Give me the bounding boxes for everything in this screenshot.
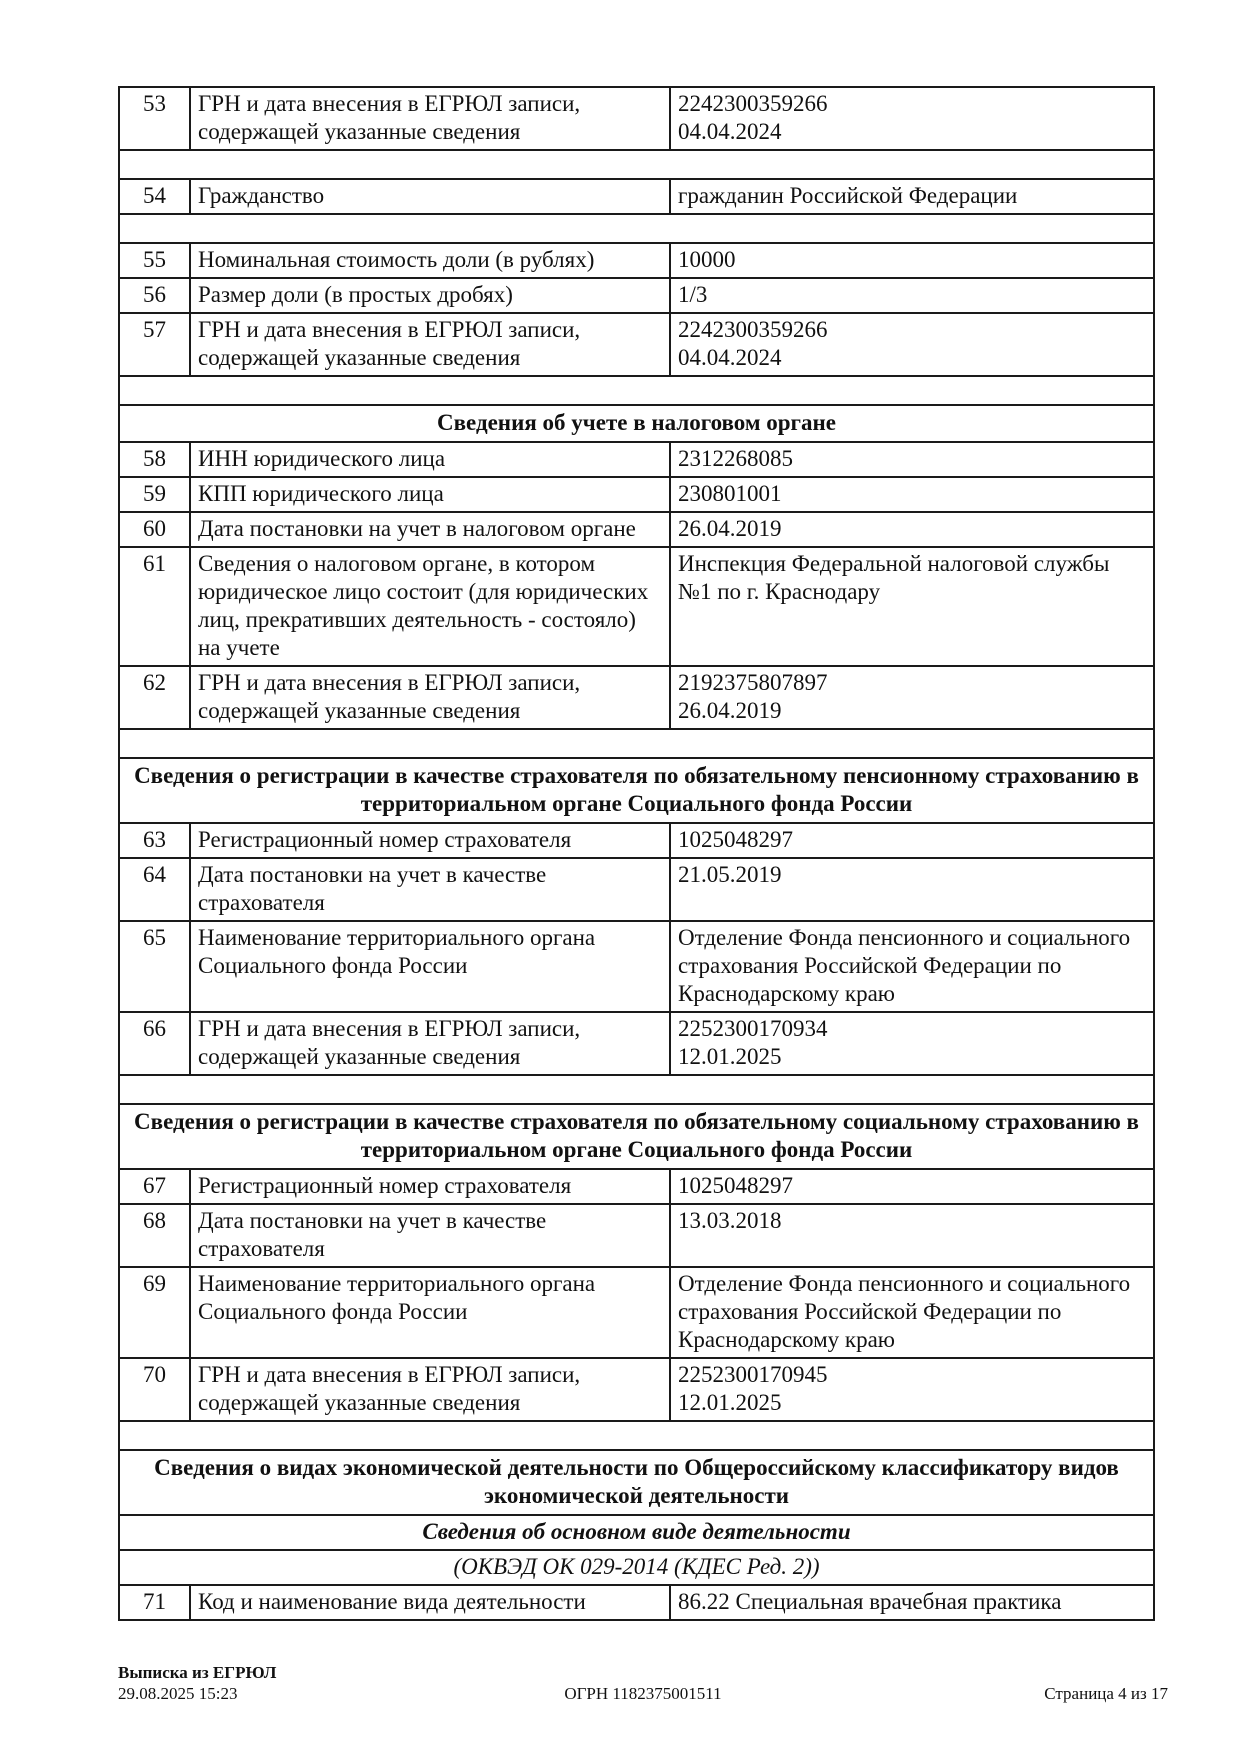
row-number: 56 [119, 278, 190, 313]
row-number: 53 [119, 87, 190, 150]
row-number: 62 [119, 666, 190, 729]
row-value [670, 1585, 1154, 1620]
section-header: Сведения о регистрации в качестве страхователя по обязательному пенсионному страхованию в территориальном органе Социального фонда России [119, 758, 1154, 823]
spacer-cell [119, 1421, 1154, 1450]
row-label: ГРН и дата внесения в ЕГРЮЛ записи, содержащей указанные сведения [190, 1012, 670, 1075]
spacer-cell [119, 1075, 1154, 1104]
row-label: Регистрационный номер страхователя [190, 823, 670, 858]
row-label: ИНН юридического лица [190, 442, 670, 477]
row-label: Регистрационный номер страхователя [190, 1169, 670, 1204]
row-label: Размер доли (в простых дробях) [190, 278, 670, 313]
row-number: 63 [119, 823, 190, 858]
table-row [119, 858, 1154, 921]
table-row [119, 278, 1154, 313]
value-line: 2252300170934 [678, 1016, 828, 1041]
value-line: 26.04.2019 [678, 516, 782, 541]
value-line: 1/3 [678, 282, 708, 307]
row-value [670, 243, 1154, 278]
value-line: Инспекция Федеральной налоговой службы №1 по г. Краснодару [678, 551, 1110, 604]
row-number: 70 [119, 1358, 190, 1421]
row-number: 69 [119, 1267, 190, 1358]
spacer-cell [119, 729, 1154, 758]
value-line: 04.04.2024 [678, 119, 782, 144]
row-label: Дата постановки на учет в качестве страхователя [190, 858, 670, 921]
table-row [119, 512, 1154, 547]
table-row [119, 477, 1154, 512]
row-value [670, 921, 1154, 1012]
row-label: КПП юридического лица [190, 477, 670, 512]
row-value [670, 179, 1154, 214]
table-row [119, 243, 1154, 278]
row-label: Наименование территориального органа Социального фонда России [190, 1267, 670, 1358]
table-row [119, 1169, 1154, 1204]
row-number: 57 [119, 313, 190, 376]
section-header-row [119, 1104, 1154, 1169]
row-label: Номинальная стоимость доли (в рублях) [190, 243, 670, 278]
spacer-row [119, 729, 1154, 758]
row-number: 64 [119, 858, 190, 921]
egrul-extract-table [118, 86, 1155, 1621]
row-label: Дата постановки на учет в налоговом органе [190, 512, 670, 547]
row-label: ГРН и дата внесения в ЕГРЮЛ записи, содержащей указанные сведения [190, 1358, 670, 1421]
row-label: Дата постановки на учет в качестве страхователя [190, 1204, 670, 1267]
value-line: 1025048297 [678, 1173, 793, 1198]
table-row [119, 666, 1154, 729]
row-value [670, 278, 1154, 313]
row-number: 58 [119, 442, 190, 477]
row-number: 60 [119, 512, 190, 547]
row-label: ГРН и дата внесения в ЕГРЮЛ записи, содержащей указанные сведения [190, 666, 670, 729]
row-value [670, 666, 1154, 729]
table-row [119, 1267, 1154, 1358]
table-row [119, 1358, 1154, 1421]
row-number: 71 [119, 1585, 190, 1620]
footer-ogrn: ОГРН 1182375001511 [564, 1684, 722, 1703]
section-subheader: (ОКВЭД ОК 029-2014 (КДЕС Ред. 2)) [119, 1550, 1154, 1585]
table-row [119, 1204, 1154, 1267]
value-line: 86.22 Специальная врачебная практика [678, 1589, 1062, 1614]
section-header: Сведения о регистрации в качестве страхователя по обязательному социальному страхованию в территориальном органе Социального фонда России [119, 1104, 1154, 1169]
section-subheader: Сведения об основном виде деятельности [119, 1515, 1154, 1550]
table-row [119, 442, 1154, 477]
row-label: ГРН и дата внесения в ЕГРЮЛ записи, содержащей указанные сведения [190, 313, 670, 376]
row-number: 61 [119, 547, 190, 666]
value-line: 2242300359266 [678, 317, 828, 342]
row-value [670, 1012, 1154, 1075]
value-line: 04.04.2024 [678, 345, 782, 370]
value-line: гражданин Российской Федерации [678, 183, 1018, 208]
row-value [670, 442, 1154, 477]
row-number: 66 [119, 1012, 190, 1075]
value-line: 21.05.2019 [678, 862, 782, 887]
spacer-row [119, 214, 1154, 243]
footer-page-number: Страница 4 из 17 [1044, 1684, 1168, 1703]
spacer-row [119, 150, 1154, 179]
table-row [119, 1012, 1154, 1075]
table-row [119, 87, 1154, 150]
row-value [670, 477, 1154, 512]
footer-doc-type: Выписка из ЕГРЮЛ [118, 1663, 277, 1682]
row-value [670, 1204, 1154, 1267]
table-row [119, 179, 1154, 214]
row-value [670, 1358, 1154, 1421]
row-value [670, 87, 1154, 150]
value-line: 2192375807897 [678, 670, 828, 695]
value-line: 12.01.2025 [678, 1390, 782, 1415]
row-label: Код и наименование вида деятельности [190, 1585, 670, 1620]
value-line: 10000 [678, 247, 736, 272]
spacer-row [119, 1075, 1154, 1104]
table-row [119, 823, 1154, 858]
section-header: Сведения об учете в налоговом органе [119, 405, 1154, 442]
row-number: 55 [119, 243, 190, 278]
section-header-row [119, 1515, 1154, 1550]
row-number: 67 [119, 1169, 190, 1204]
spacer-cell [119, 214, 1154, 243]
value-line: 1025048297 [678, 827, 793, 852]
value-line: 12.01.2025 [678, 1044, 782, 1069]
spacer-row [119, 1421, 1154, 1450]
value-line: Отделение Фонда пенсионного и социального страхования Российской Федерации по Краснодарскому краю [678, 1271, 1131, 1352]
egrul-table-body [119, 87, 1154, 1620]
section-header-row [119, 1550, 1154, 1585]
value-line: 2242300359266 [678, 91, 828, 116]
row-value [670, 823, 1154, 858]
section-header-row [119, 758, 1154, 823]
row-label: Гражданство [190, 179, 670, 214]
table-row [119, 313, 1154, 376]
section-header: Сведения о видах экономической деятельности по Общероссийскому классификатору видов экономической деятельности [119, 1450, 1154, 1515]
table-row [119, 1585, 1154, 1620]
row-number: 54 [119, 179, 190, 214]
table-row [119, 921, 1154, 1012]
row-value [670, 858, 1154, 921]
row-value [670, 313, 1154, 376]
section-header-row [119, 1450, 1154, 1515]
value-line: 13.03.2018 [678, 1208, 782, 1233]
row-value [670, 547, 1154, 666]
row-value [670, 1169, 1154, 1204]
row-number: 59 [119, 477, 190, 512]
value-line: 2312268085 [678, 446, 793, 471]
table-row [119, 547, 1154, 666]
row-value [670, 512, 1154, 547]
row-number: 65 [119, 921, 190, 1012]
row-value [670, 1267, 1154, 1358]
row-label: Сведения о налоговом органе, в котором юридическое лицо состоит (для юридических лиц, прекративших деятельность - состояло) на учете [190, 547, 670, 666]
footer-timestamp: 29.08.2025 15:23 [118, 1684, 238, 1703]
spacer-cell [119, 376, 1154, 405]
value-line: Отделение Фонда пенсионного и социального страхования Российской Федерации по Краснодарскому краю [678, 925, 1131, 1006]
spacer-cell [119, 150, 1154, 179]
value-line: 26.04.2019 [678, 698, 782, 723]
row-label: Наименование территориального органа Социального фонда России [190, 921, 670, 1012]
spacer-row [119, 376, 1154, 405]
row-label: ГРН и дата внесения в ЕГРЮЛ записи, содержащей указанные сведения [190, 87, 670, 150]
value-line: 230801001 [678, 481, 782, 506]
row-number: 68 [119, 1204, 190, 1267]
value-line: 2252300170945 [678, 1362, 828, 1387]
section-header-row [119, 405, 1154, 442]
